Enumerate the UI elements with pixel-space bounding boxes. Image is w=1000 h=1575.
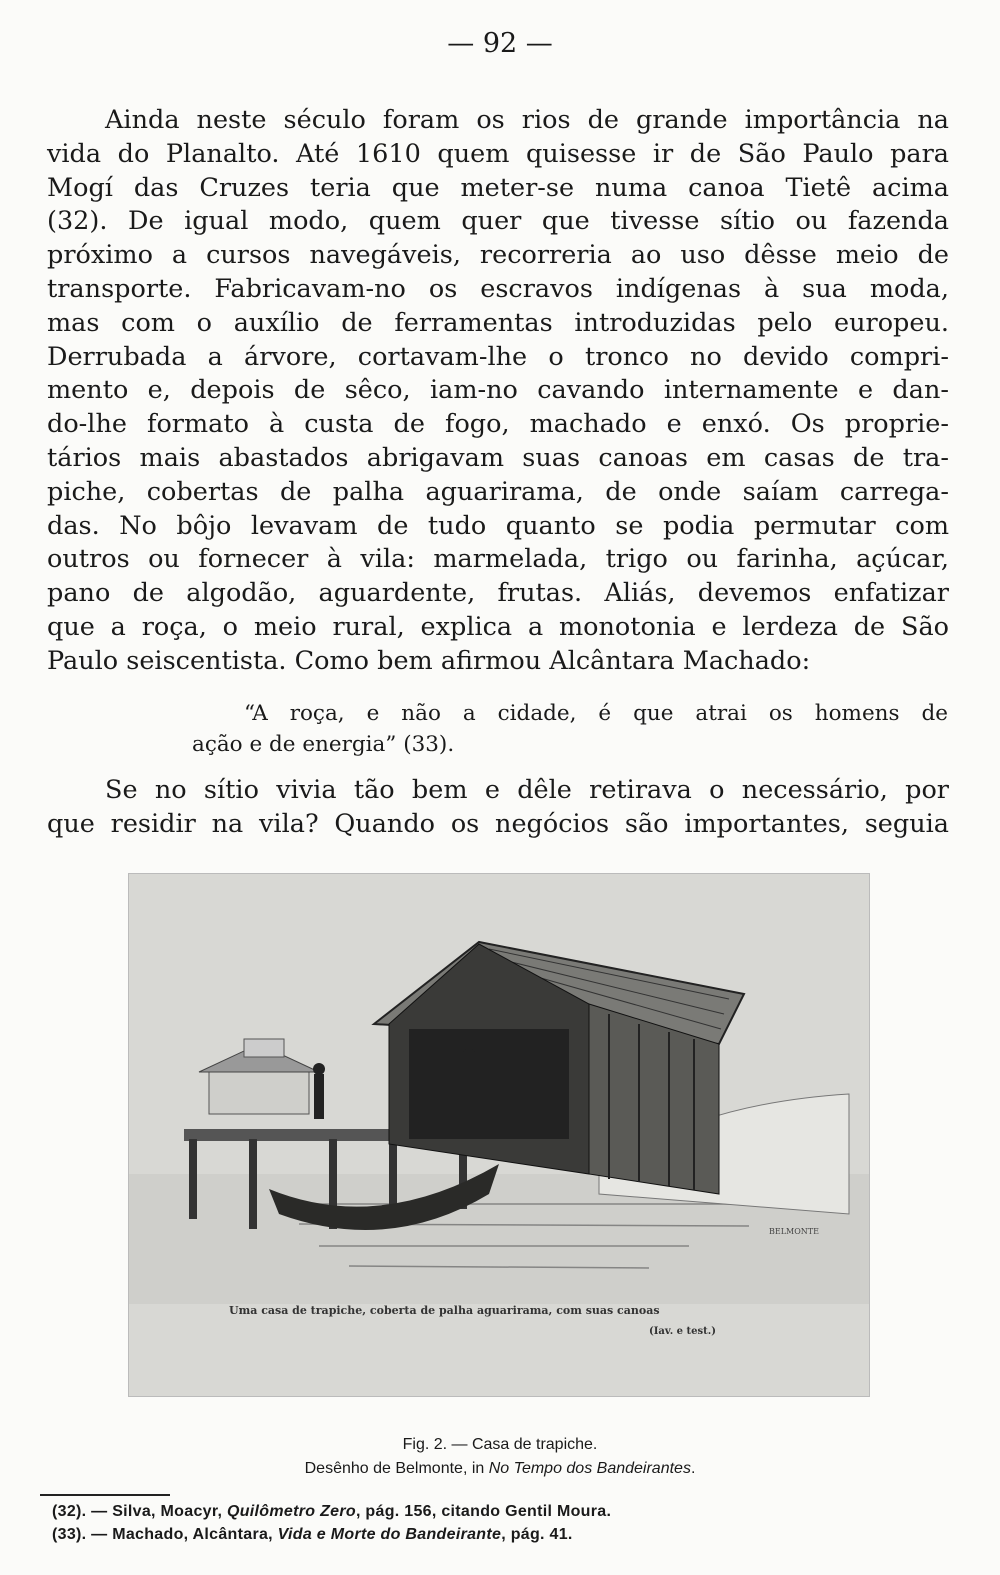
- text-line: outros ou fornecer à vila: marmelada, trigo ou farinha, açúcar,: [47, 544, 949, 575]
- footnote-text: Machado, Alcântara,: [112, 1526, 278, 1543]
- text-line: (32). De igual modo, quem quer que tivesse sítio ou fazenda: [47, 206, 949, 237]
- figure-credit: [0, 1460, 1000, 1478]
- text-line: que residir na vila? Quando os negócios são importantes, seguia: [47, 808, 949, 839]
- footnote-rule: [40, 1494, 170, 1496]
- block-quote: [192, 698, 948, 760]
- text-line: que a roça, o meio rural, explica a monotonia e lerdeza de São: [47, 611, 949, 642]
- paragraph-2: [47, 774, 949, 842]
- text-line: transporte. Fabricavam-no os escravos indígenas à sua moda,: [47, 273, 949, 304]
- artist-signature: BELMONTE: [769, 1227, 819, 1236]
- text-line: Mogí das Cruzes teria que meter-se numa canoa Tietê acima: [47, 172, 949, 203]
- illustration-inner-caption: Uma casa de trapiche, coberta de palha aguarirama, com suas canoas: [229, 1304, 660, 1317]
- text-line: das. No bôjo levavam de tudo quanto se podia permutar com: [47, 510, 949, 541]
- text-line: do-lhe formato à custa de fogo, machado e enxó. Os proprie-: [47, 409, 949, 440]
- quote-line: “A roça, e não a cidade, é que atrai os homens de: [244, 701, 948, 726]
- text-line: Paulo seiscentista. Como bem afirmou Alcântara Machado:: [47, 645, 811, 676]
- credit-suffix: .: [690, 1460, 696, 1477]
- footnote-ref: (32). —: [52, 1503, 113, 1520]
- text-line: pano de algodão, aguardente, frutas. Aliás, devemos enfatizar: [47, 578, 949, 609]
- text-line: tários mais abastados abrigavam suas canoas em casas de tra-: [47, 442, 949, 473]
- paragraph-1: [47, 104, 949, 679]
- figure-caption: Fig. 2. — Casa de trapiche.: [402, 1436, 598, 1453]
- text-line: mas com o auxílio de ferramentas introduzidas pelo europeu.: [47, 307, 949, 338]
- footnote-32: [52, 1503, 611, 1521]
- text-line: Se no sítio vivia tão bem e dêle retirava o necessário, por: [105, 775, 949, 805]
- footnote-text: , pág. 41.: [501, 1526, 573, 1543]
- footnote-title: Quilômetro Zero: [226, 1503, 356, 1520]
- illustration-trapiche: [128, 873, 870, 1397]
- text-line: vida do Planalto. Até 1610 quem quisesse ir de São Paulo para: [47, 138, 949, 169]
- text-line: Ainda neste século foram os rios de grande importância na: [105, 105, 949, 135]
- illustration-inner-credit: (Iav. e test.): [649, 1326, 716, 1337]
- text-line: Derrubada a árvore, cortavam-lhe o tronco no devido compri-: [47, 341, 949, 372]
- quote-line: ação e de energia” (33).: [192, 732, 455, 757]
- footnote-text: , pág. 156, citando Gentil Moura.: [355, 1503, 612, 1520]
- credit-book-title: No Tempo dos Bandeirantes: [488, 1460, 691, 1477]
- text-line: mento e, depois de sêco, iam-no cavando internamente e dan-: [47, 375, 949, 406]
- credit-text: Desênho de Belmonte, in: [304, 1460, 489, 1477]
- footnote-title: Vida e Morte do Bandeirante: [277, 1526, 502, 1543]
- text-line: piche, cobertas de palha aguarirama, de onde saíam carrega-: [47, 476, 949, 507]
- footnote-text: Silva, Moacyr,: [112, 1503, 227, 1520]
- footnote-ref: (33). —: [52, 1526, 113, 1543]
- page-number: — 92 —: [447, 28, 553, 59]
- hut-drawing: [129, 874, 869, 1396]
- text-line: próximo a cursos navegáveis, recorreria ao uso dêsse meio de: [47, 240, 949, 271]
- footnote-33: [52, 1526, 573, 1544]
